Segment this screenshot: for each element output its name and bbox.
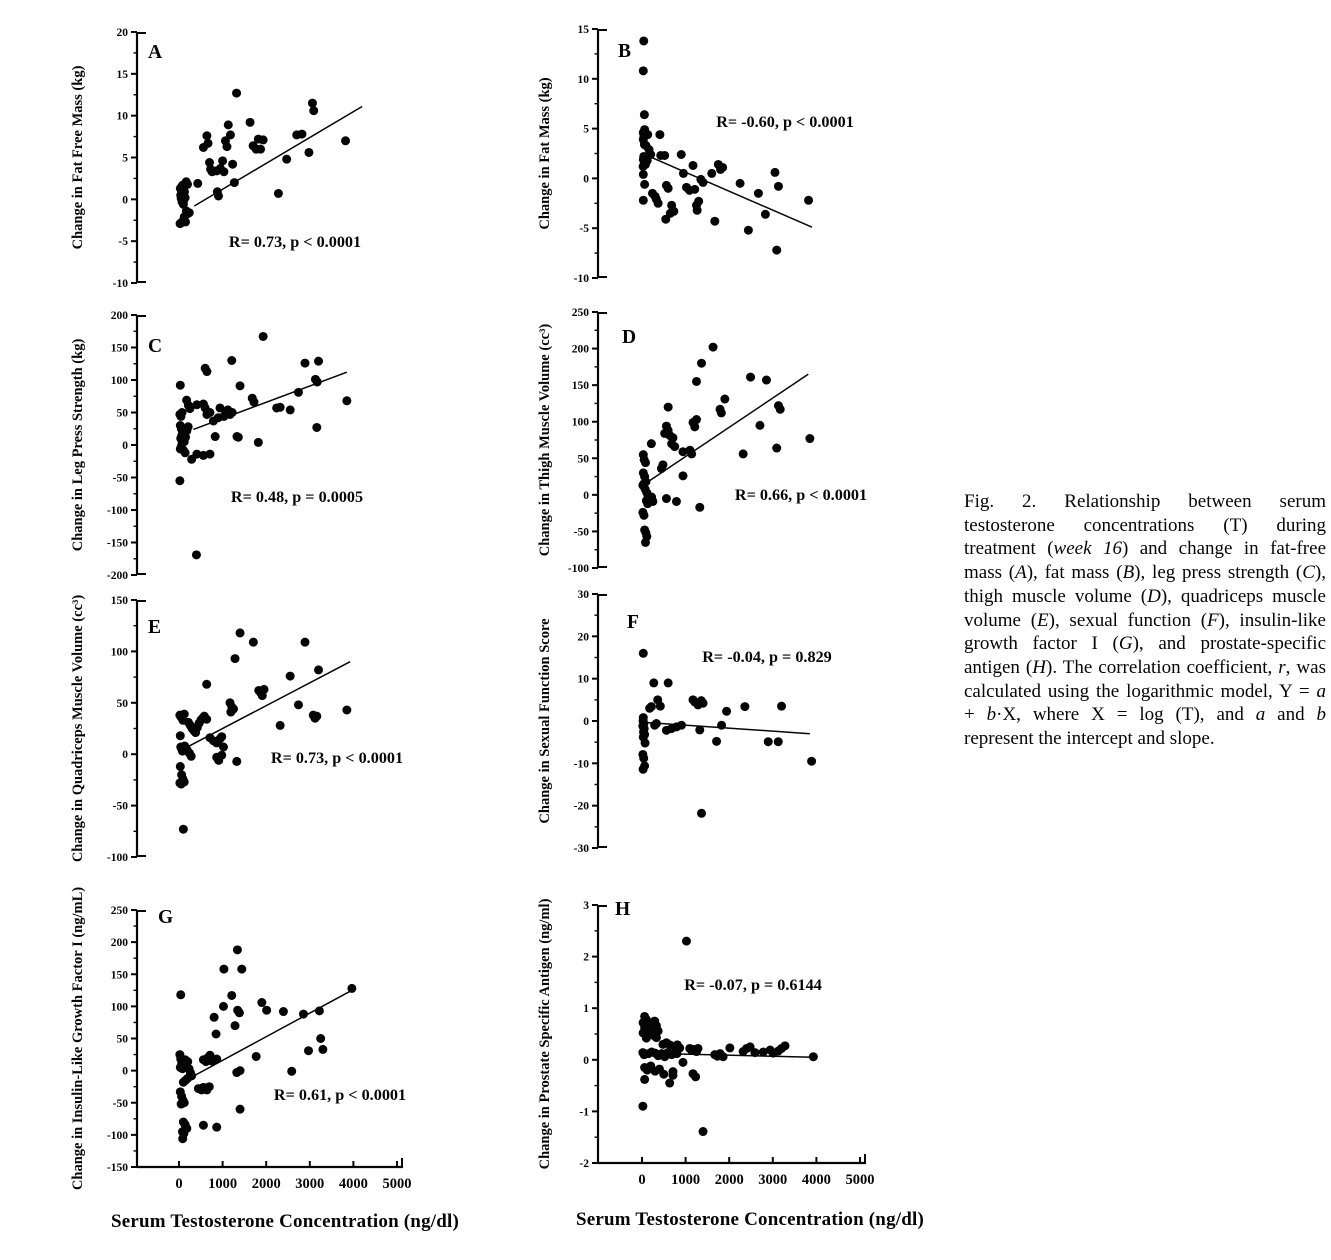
caption-segment: ), insulin-like growth factor I ( bbox=[964, 609, 1326, 655]
svg-text:100: 100 bbox=[110, 1001, 128, 1014]
svg-text:R= -0.60, p < 0.0001: R= -0.60, p < 0.0001 bbox=[716, 113, 854, 131]
svg-text:C: C bbox=[148, 336, 163, 357]
svg-text:4000: 4000 bbox=[338, 1176, 368, 1192]
svg-text:10: 10 bbox=[116, 110, 128, 123]
svg-text:10: 10 bbox=[577, 673, 589, 686]
caption-segment: ), thigh muscle volume ( bbox=[964, 562, 1326, 607]
svg-text:H: H bbox=[615, 899, 631, 920]
caption-segment: F bbox=[1207, 609, 1219, 631]
svg-text:0: 0 bbox=[583, 489, 589, 502]
caption-segment: ) and change in fat-free mass ( bbox=[964, 538, 1326, 584]
svg-text:Change in Prostate Specific An: Change in Prostate Specific Antigen (ng/ml) bbox=[537, 898, 553, 1170]
svg-text:0: 0 bbox=[122, 440, 128, 452]
svg-text:-5: -5 bbox=[579, 223, 589, 236]
svg-text:-5: -5 bbox=[118, 236, 128, 249]
svg-text:R= 0.73, p < 0.0001: R= 0.73, p < 0.0001 bbox=[270, 749, 404, 767]
svg-text:250: 250 bbox=[571, 307, 589, 319]
caption-segment: E bbox=[1037, 609, 1049, 631]
svg-text:200: 200 bbox=[110, 310, 128, 322]
svg-text:200: 200 bbox=[571, 343, 589, 356]
figure-caption bbox=[964, 490, 1326, 751]
svg-text:-50: -50 bbox=[112, 472, 128, 485]
caption-segment: ), sexual function ( bbox=[1048, 609, 1208, 631]
caption-segment: ), leg press strength ( bbox=[1134, 562, 1303, 584]
svg-text:100: 100 bbox=[110, 646, 128, 659]
svg-text:50: 50 bbox=[116, 1033, 128, 1046]
caption-segment: b bbox=[1316, 704, 1327, 726]
svg-text:3000: 3000 bbox=[758, 1172, 788, 1188]
svg-text:-150: -150 bbox=[106, 1162, 128, 1174]
caption-segment: H bbox=[1032, 656, 1046, 678]
svg-text:Change in Thigh Muscle Volume: Change in Thigh Muscle Volume (cc³) bbox=[537, 323, 553, 557]
x-axis-label-right: Serum Testosterone Concentration (ng/dl) bbox=[575, 1209, 925, 1230]
svg-text:R= 0.48, p = 0.0005: R= 0.48, p = 0.0005 bbox=[230, 488, 364, 506]
svg-text:-100: -100 bbox=[106, 505, 128, 517]
svg-text:0: 0 bbox=[638, 1172, 646, 1188]
svg-text:R= 0.61, p < 0.0001: R= 0.61, p < 0.0001 bbox=[273, 1086, 407, 1104]
x-axis-label-left: Serum Testosterone Concentration (ng/dl) bbox=[110, 1211, 460, 1232]
caption-segment: B bbox=[1122, 562, 1135, 584]
svg-text:Change in Sexual Function Scor: Change in Sexual Function Score bbox=[537, 618, 553, 824]
caption-segment: b bbox=[986, 704, 997, 726]
svg-text:3: 3 bbox=[583, 900, 589, 912]
svg-text:15: 15 bbox=[577, 24, 589, 36]
svg-text:2000: 2000 bbox=[251, 1176, 281, 1192]
svg-text:Change in Fat Mass (kg): Change in Fat Mass (kg) bbox=[537, 77, 553, 230]
svg-text:-30: -30 bbox=[573, 843, 589, 855]
svg-text:15: 15 bbox=[116, 68, 128, 81]
panel-a-plot bbox=[60, 10, 420, 300]
caption-segment: and bbox=[1265, 704, 1317, 726]
svg-text:-1: -1 bbox=[579, 1106, 589, 1119]
svg-text:2000: 2000 bbox=[714, 1172, 744, 1188]
svg-text:1: 1 bbox=[583, 1003, 589, 1016]
caption-segment: D bbox=[1147, 585, 1161, 607]
svg-text:R= -0.07, p = 0.6144: R= -0.07, p = 0.6144 bbox=[684, 976, 822, 994]
svg-text:0: 0 bbox=[583, 1054, 589, 1067]
svg-text:0: 0 bbox=[175, 1176, 183, 1192]
svg-text:-10: -10 bbox=[112, 278, 128, 290]
svg-text:1000: 1000 bbox=[208, 1176, 238, 1192]
svg-text:20: 20 bbox=[116, 27, 128, 39]
caption-segment: A bbox=[1015, 562, 1027, 584]
svg-text:100: 100 bbox=[110, 375, 128, 387]
svg-text:-2: -2 bbox=[579, 1158, 589, 1170]
svg-text:-50: -50 bbox=[112, 1097, 128, 1110]
svg-text:Change in Quadriceps Muscle Vo: Change in Quadriceps Muscle Volume (cc³) bbox=[70, 594, 86, 863]
svg-text:50: 50 bbox=[577, 453, 589, 466]
caption-segment: ), quadriceps muscle volume ( bbox=[964, 585, 1326, 631]
svg-text:-10: -10 bbox=[573, 758, 589, 771]
caption-segment: ), and prostate-specific antigen ( bbox=[964, 633, 1327, 678]
svg-text:Change in Fat Free Mass (kg): Change in Fat Free Mass (kg) bbox=[70, 65, 86, 250]
panel-g-plot bbox=[60, 880, 420, 1210]
svg-text:200: 200 bbox=[110, 937, 128, 950]
svg-text:0: 0 bbox=[122, 749, 128, 762]
svg-text:150: 150 bbox=[110, 969, 128, 982]
panel-h-plot bbox=[530, 880, 890, 1210]
svg-text:A: A bbox=[148, 42, 163, 63]
caption-segment: r bbox=[1278, 656, 1286, 678]
svg-text:-200: -200 bbox=[106, 570, 128, 582]
svg-text:1000: 1000 bbox=[671, 1172, 701, 1188]
svg-text:150: 150 bbox=[110, 595, 128, 607]
svg-text:G: G bbox=[158, 907, 174, 928]
svg-text:150: 150 bbox=[110, 342, 128, 355]
svg-text:-50: -50 bbox=[573, 526, 589, 539]
panel-e-plot bbox=[60, 588, 420, 876]
svg-text:50: 50 bbox=[116, 697, 128, 710]
svg-text:5: 5 bbox=[122, 152, 128, 165]
svg-text:Change in Leg Press Strength (: Change in Leg Press Strength (kg) bbox=[70, 338, 86, 552]
caption-segment: , was calculated using the logarithmic model, Y = bbox=[964, 656, 1326, 702]
caption-segment: represent the intercept and slope. bbox=[964, 728, 1215, 750]
svg-text:5000: 5000 bbox=[382, 1176, 412, 1192]
svg-text:B: B bbox=[618, 41, 632, 62]
svg-text:-150: -150 bbox=[106, 537, 128, 550]
svg-text:-100: -100 bbox=[106, 852, 128, 864]
svg-text:0: 0 bbox=[583, 716, 589, 728]
caption-segment: ). The correlation coefficient, bbox=[1046, 656, 1279, 678]
caption-segment: C bbox=[1302, 562, 1315, 584]
panel-b-plot bbox=[530, 10, 890, 300]
caption-segment: week 16 bbox=[1053, 538, 1122, 560]
caption-segment: ), fat mass ( bbox=[1026, 562, 1123, 584]
svg-text:30: 30 bbox=[577, 589, 589, 601]
svg-text:4000: 4000 bbox=[801, 1172, 831, 1188]
svg-text:0: 0 bbox=[122, 1065, 128, 1078]
svg-text:E: E bbox=[148, 617, 162, 638]
svg-text:-20: -20 bbox=[573, 800, 589, 813]
caption-segment: a bbox=[1255, 704, 1266, 726]
svg-text:-100: -100 bbox=[567, 563, 589, 575]
svg-text:5000: 5000 bbox=[845, 1172, 875, 1188]
svg-text:Change in Insulin-Like Growth: Change in Insulin-Like Growth Factor I (ng/mL) bbox=[70, 886, 86, 1191]
svg-text:50: 50 bbox=[116, 407, 128, 420]
svg-text:5: 5 bbox=[583, 123, 589, 136]
svg-text:150: 150 bbox=[571, 380, 589, 393]
svg-text:-10: -10 bbox=[573, 273, 589, 285]
svg-text:-100: -100 bbox=[106, 1129, 128, 1142]
svg-text:-50: -50 bbox=[112, 800, 128, 813]
svg-text:R= -0.04, p = 0.829: R= -0.04, p = 0.829 bbox=[702, 648, 832, 666]
caption-segment: a bbox=[1316, 680, 1326, 702]
caption-segment: Fig. 2. Relationship between serum testosterone concentrations (T) during treatment ( bbox=[964, 491, 1326, 560]
panel-c-plot bbox=[60, 300, 420, 590]
caption-segment: ·X, where X = log (T), and bbox=[996, 704, 1256, 726]
svg-text:3000: 3000 bbox=[295, 1176, 325, 1192]
panel-f-plot bbox=[530, 588, 890, 876]
svg-text:2: 2 bbox=[583, 951, 589, 964]
svg-text:F: F bbox=[627, 612, 639, 633]
svg-text:20: 20 bbox=[577, 631, 589, 644]
svg-text:R= 0.73, p < 0.0001: R= 0.73, p < 0.0001 bbox=[228, 233, 362, 251]
panel-d-plot bbox=[530, 300, 890, 590]
svg-text:R= 0.66, p < 0.0001: R= 0.66, p < 0.0001 bbox=[734, 486, 868, 504]
svg-text:250: 250 bbox=[110, 905, 128, 917]
svg-text:0: 0 bbox=[583, 173, 589, 186]
svg-text:0: 0 bbox=[122, 194, 128, 207]
svg-text:100: 100 bbox=[571, 416, 589, 429]
svg-text:10: 10 bbox=[577, 73, 589, 86]
caption-segment: G bbox=[1118, 633, 1133, 655]
caption-segment: + bbox=[964, 704, 987, 726]
svg-text:D: D bbox=[622, 327, 637, 348]
